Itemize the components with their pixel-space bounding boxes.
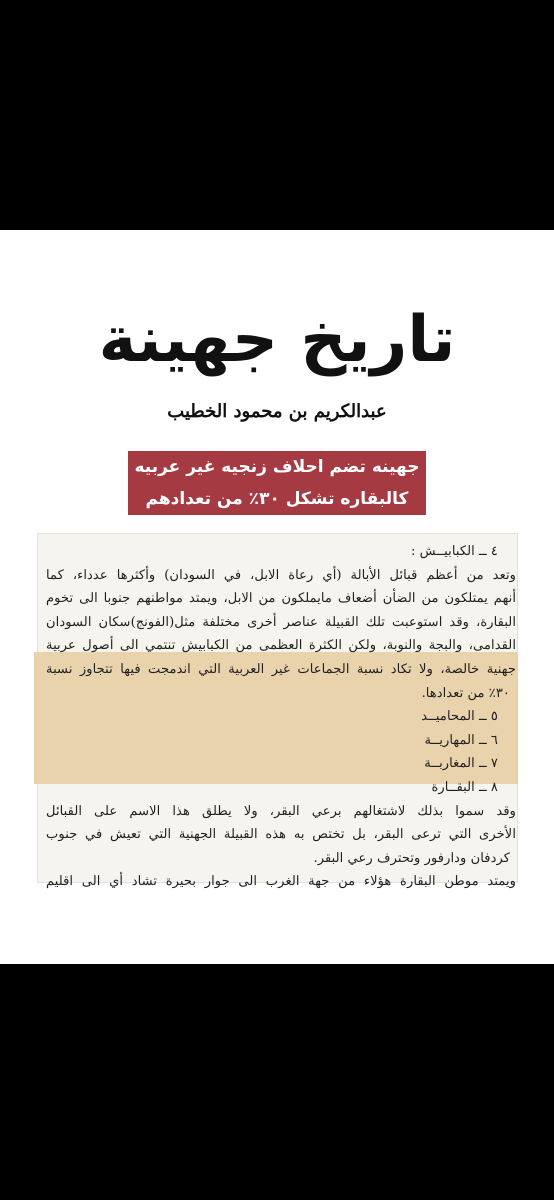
scan-line: كردفان ودارفور وتحترف رعي البقر.: [313, 850, 510, 866]
scan-line: أنهم يمتلكون من الضأن أضعاف مايملكون من الابل، ويمتد مواطنهم جنوبا الى تخوم: [46, 591, 516, 607]
scan-list-item: ٨ ــ البقــارة: [431, 779, 498, 795]
bottom-black-bar: [0, 964, 554, 1200]
caption-line-1: جهينه تضم احلاف زنجيه غير عربيه: [134, 457, 420, 477]
top-black-bar: [0, 0, 554, 230]
scan-line: البقارة، وقد استوعبت تلك القبيلة عناصر أخرى مختلفة مثل(الفونج)سكان السودان: [46, 614, 516, 630]
scan-line: وقد سموا بذلك لاشتغالهم برعي البقر، ولا يطلق هذا الاسم على القبائل: [46, 803, 516, 819]
scan-line-heading: ٤ ــ الكبابيــش :: [411, 544, 498, 559]
scan-line: وتعد من أعظم قبائل الأبالة (أي رعاة الابل، في السودان) وأكثرها عدداء، كما: [46, 567, 516, 583]
scan-line: ويمتد موطن البقارة هؤلاء من جهة الغرب الى جوار بحيرة تشاد أي الى اقليم: [46, 874, 516, 890]
scan-line: جهنية خالصة، ولا تكاد نسبة الجماعات غير العربية التي اندمجت فيها تتجاوز نسبة: [46, 661, 516, 677]
scan-line: الأخرى التي ترعى البقر، بل تختص به هذه القبيلة الجهنية التي تعيش في جنوب: [46, 827, 516, 843]
book-title: تاريخ جهينة: [98, 303, 456, 377]
scan-list-item: ٧ ــ المغاربــة: [424, 756, 498, 772]
scan-list-item: ٥ ــ المحاميــد: [421, 709, 498, 725]
book-author: عبدالكريم بن محمود الخطيب: [167, 401, 387, 422]
scanned-text: [46, 540, 516, 894]
scan-line: القدامى، والبجة والنوبة، ولكن الكثرة العظمى من الكبابيش تنتمي الى أصول عربية: [46, 638, 516, 654]
scan-line: ٣٠٪ من تعدادها.: [421, 685, 510, 701]
caption-banner: [128, 451, 426, 515]
caption-line-2: كالبقاره تشكل ٣٠٪ من تعدادهم: [145, 489, 409, 509]
scan-list-item: ٦ ــ المهاريــة: [424, 732, 498, 748]
